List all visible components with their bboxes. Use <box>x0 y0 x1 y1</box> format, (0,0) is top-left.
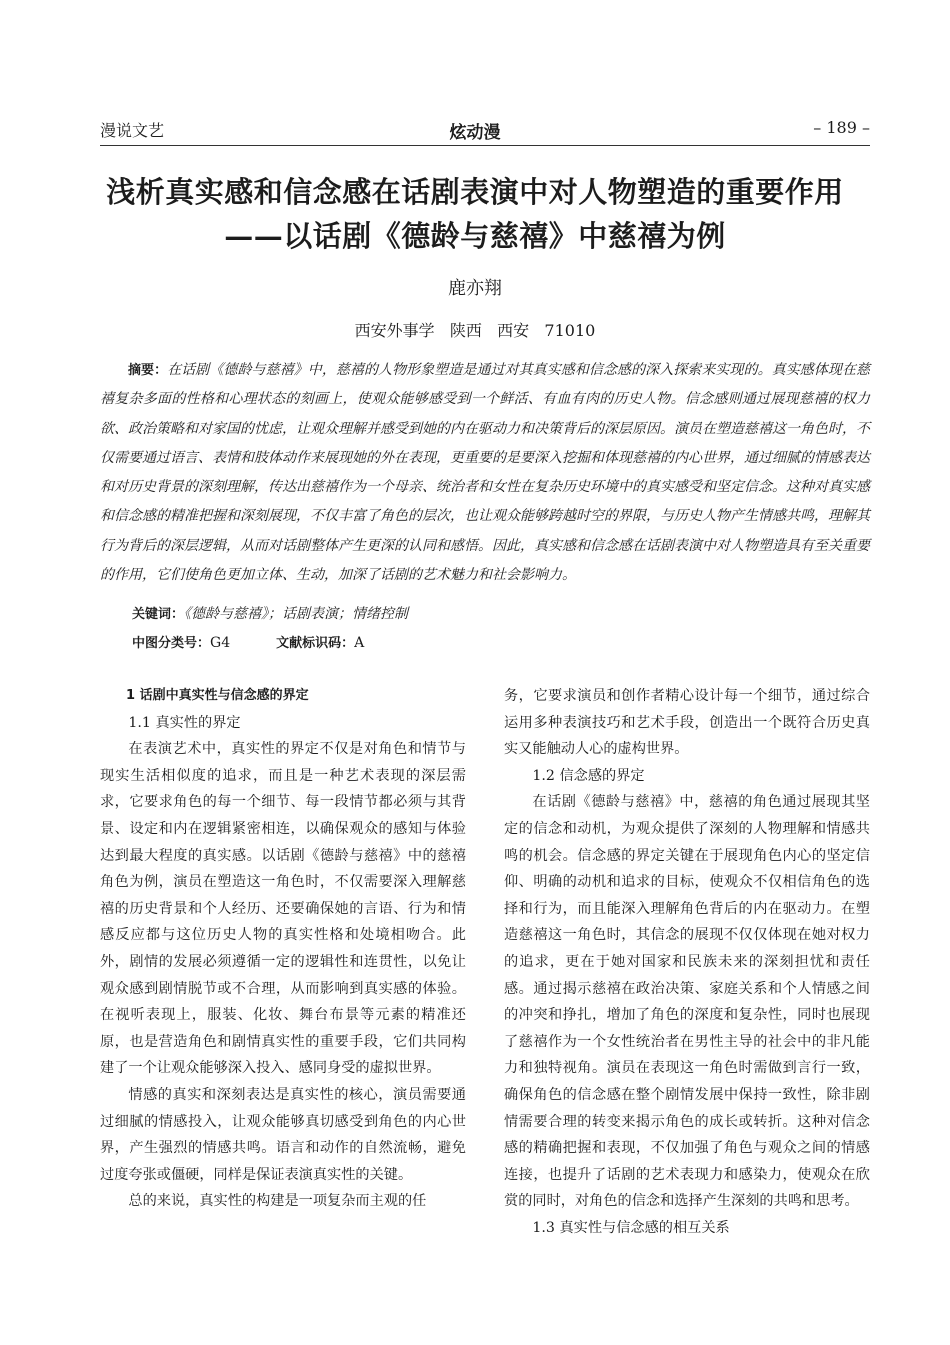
body-paragraph: 情感的真实和深刻表达是真实性的核心，演员需要通过细腻的情感投入，让观众能够真切感受到角色的内心世界，产生强烈的情感共鸣。语言和动作的自然流畅，避免过度夸张或僵硬，同样是保证表演真实性的关键。 <box>100 1086 466 1183</box>
abstract <box>100 356 870 590</box>
right-column <box>504 683 870 1241</box>
classification <box>132 632 364 651</box>
body-paragraph-continued: 务，它要求演员和创作者精心设计每一个细节，通过综合运用多种表演技巧和艺术手段，创造出一个既符合历史真实又能触动人心的虚构世界。 <box>504 688 870 758</box>
running-header-magazine: 炫动漫 <box>449 123 501 143</box>
abstract-text: 在话剧《德龄与慈禧》中，慈禧的人物形象塑造是通过对其真实感和信念感的深入探索来实现的。真实感体现在慈禧复杂多面的性格和心理状态的刻画上，使观众能够感受到一个鲜活、有血有肉的历史人物。信念感则通过展现慈禧的权力欲、政治策略和对家国的忧虑，让观众理解并感受到她的内在驱动力和决策背后的深层原因。演员在塑造慈禧这一角色时，不仅需要通过语言、表情和肢体动作来展现她的外在表现，更重要的是要深入挖掘和体现慈禧的内心世界，通过细腻的情感表达和对历史背景的深刻理解，传达出慈禧作为一个母亲、统治者和女性在复杂历史环境中的真实感受和坚定信念。这种对真实感和信念感的精准把握和深刻展现，不仅丰富了角色的层次，也让观众能够跨越时空的界限，与历史人物产生情感共鸣，理解其行为背后的深层逻辑，从而对话剧整体产生更深的认同和感悟。因此，真实感和信念感在话剧表演中对人物塑造具有至关重要的作用，它们使角色更加立体、生动，加深了话剧的艺术魅力和社会影响力。 <box>100 362 870 584</box>
section-heading: 1 话剧中真实性与信念感的界定 <box>126 688 309 703</box>
running-header-journal: 漫说文艺 <box>100 121 165 140</box>
clc-value: G4 <box>210 635 231 651</box>
keywords-label: 关键词： <box>132 607 185 622</box>
author-affiliation: 西安外事学 陕西 西安 71010 <box>354 321 596 340</box>
subsection-heading: 1.3 真实性与信念感的相互关系 <box>532 1219 730 1236</box>
body-paragraph: 在表演艺术中，真实性的界定不仅是对角色和情节与现实生活相似度的追求，而且是一种艺术表现的深层需求，它要求角色的每一个细节、每一段情节都必须与其背景、设定和内在逻辑紧密相连，以确保观众的感知与体验达到最大程度的真实感。以话剧《德龄与慈禧》中的慈禧角色为例，演员在塑造这一角色时，不仅需要深入理解慈禧的历史背景和个人经历、还要确保她的言语、行为和情感反应都与这位历史人物的真实性格和处境相吻合。此外，剧情的发展必须遵循一定的逻辑性和连贯性，以免让观众感到剧情脱节或不合理，从而影响到真实感的体验。在视听表现上，服装、化妆、舞台布景等元素的精准还原，也是营造角色和剧情真实性的重要手段，它们共同构建了一个让观众能够深入投入、感同身受的虚拟世界。 <box>100 741 466 1077</box>
subsection-heading: 1.1 真实性的界定 <box>128 714 241 731</box>
paper-title: 浅析真实感和信念感在话剧表演中对人物塑造的重要作用 <box>106 175 844 209</box>
doc-code-label: 文献标识码： <box>276 636 355 651</box>
abstract-label: 摘要： <box>128 363 168 378</box>
keywords <box>132 603 408 623</box>
clc-label: 中图分类号： <box>132 636 211 651</box>
paper-subtitle: ——以话剧《德龄与慈禧》中慈禧为例 <box>224 219 726 253</box>
subsection-heading: 1.2 信念感的界定 <box>532 767 645 784</box>
doc-code-value: A <box>354 635 365 651</box>
body-paragraph: 总的来说，真实性的构建是一项复杂而主观的任 <box>128 1193 427 1210</box>
header-rule <box>100 145 870 146</box>
author-name: 鹿亦翔 <box>448 278 502 299</box>
keywords-text: 《德龄与慈禧》；话剧表演；情绪控制 <box>184 606 409 622</box>
body-paragraph: 在话剧《德龄与慈禧》中，慈禧的角色通过展现其坚定的信念和动机，为观众提供了深刻的人物理解和情感共鸣的机会。信念感的界定关键在于展现角色内心的坚定信仰、明确的动机和追求的目标，使观众不仅相信角色的选择和行为，而且能深入理解角色背后的内在驱动力。在塑造慈禧这一角色时，其信念的展现不仅仅体现在她对权力的追求，更在于她对国家和民族未来的深刻担忧和责任感。通过揭示慈禧在政治决策、家庭关系和个人情感之间的冲突和挣扎，增加了角色的深度和复杂性，同时也展现了慈禧作为一个女性统治者在男性主导的社会中的非凡能力和独特视角。演员在表现这一角色时需做到言行一致，确保角色的信念感在整个剧情发展中保持一致性，除非剧情需要合理的转变来揭示角色的成长或转折。这种对信念感的精确把握和表现，不仅加强了角色与观众之间的情感连接，也提升了话剧的艺术表现力和感染力，使观众在欣赏的同时，对角色的信念和选择产生深刻的共鸣和思考。 <box>504 794 870 1210</box>
page-number: – 189 – <box>813 118 870 137</box>
left-column <box>100 683 466 1215</box>
